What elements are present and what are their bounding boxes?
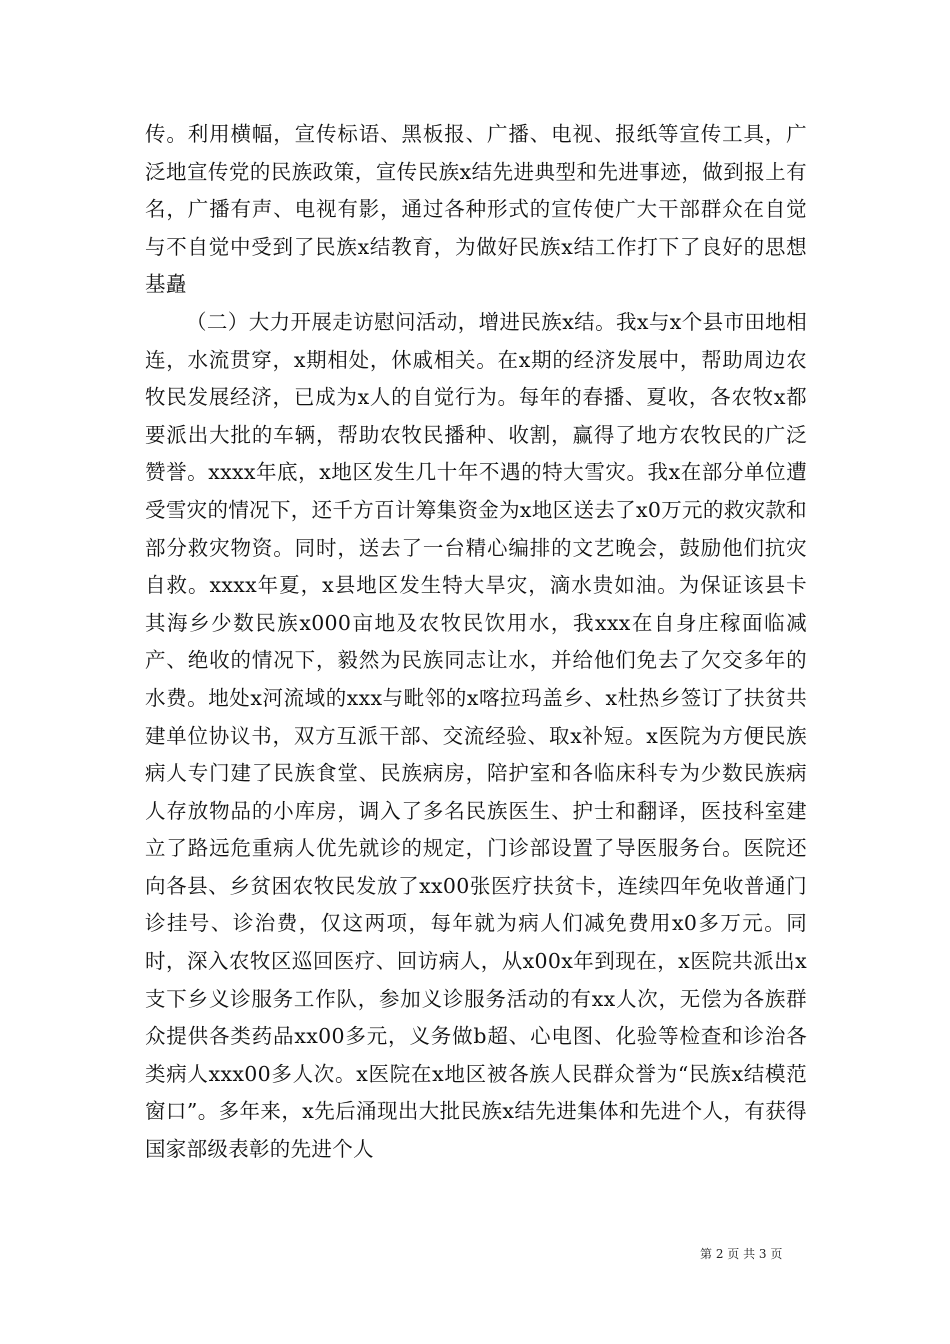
paragraph-1: 传。利用横幅，宣传标语、黑板报、广播、电视、报纸等宣传工具，广泛地宣传党的民族政策，宣传民族x结先进典型和先进事迹，做到报上有名，广播有声、电视有影，通过各种形式的宣传使广大干部群众在自觉与不自觉中受到了民族x结教育，为做好民族x结工作打下了良好的思想基矗 bbox=[145, 122, 807, 297]
document-body bbox=[145, 116, 807, 1169]
page-number-footer: 第 2 页 共 3 页 bbox=[700, 1247, 783, 1261]
paragraph-2: （二）大力开展走访慰问活动，增进民族x结。我x与x个县市田地相连，水流贯穿，x期相处，休戚相关。在x期的经济发展中，帮助周边农牧民发展经济，已成为x人的自觉行为。每年的春播、夏收，各农牧x都要派出大批的车辆，帮助农牧民播种、收割，赢得了地方农牧民的广泛赞誉。xxxx年底，x地区发生几十年不遇的特大雪灾。我x在部分单位遭受雪灾的情况下，还千方百计筹集资金为x地区送去了x0万元的救灾款和部分救灾物资。同时，送去了一台精心编排的文艺晚会，鼓励他们抗灾自救。xxxx年夏，x县地区发生特大旱灾，滴水贵如油。为保证该县卡其海乡少数民族x000亩地及农牧民饮用水，我xxx在自身庄稼面临减产、绝收的情况下，毅然为民族同志让水，并给他们免去了欠交多年的水费。地处x河流域的xxx与毗邻的x喀拉玛盖乡、x杜热乡签订了扶贫共建单位协议书，双方互派干部、交流经验、取x补短。x医院为方便民族病人专门建了民族食堂、民族病房，陪护室和各临床科专为少数民族病人存放物品的小库房，调入了多名民族医生、护士和翻译，医技科室建立了路远危重病人优先就诊的规定，门诊部设置了导医服务台。医院还向各县、乡贫困农牧民发放了xx00张医疗扶贫卡，连续四年免收普通门诊挂号、诊治费，仅这两项，每年就为病人们减免费用x0多万元。同时，深入农牧区巡回医疗、回访病人，从x00x年到现在，x医院共派出x支下乡义诊服务工作队，参加义诊服务活动的有xx人次，无偿为各族群众提供各类药品xx00多元，义务做b超、心电图、化验等检查和诊治各类病人xxx00多人次。x医院在x地区被各族人民群众誉为“民族x结模范窗口”。多年来，x先后涌现出大批民族x结先进集体和先进个人，有获得国家部级表彰的先进个人 bbox=[145, 309, 807, 1162]
